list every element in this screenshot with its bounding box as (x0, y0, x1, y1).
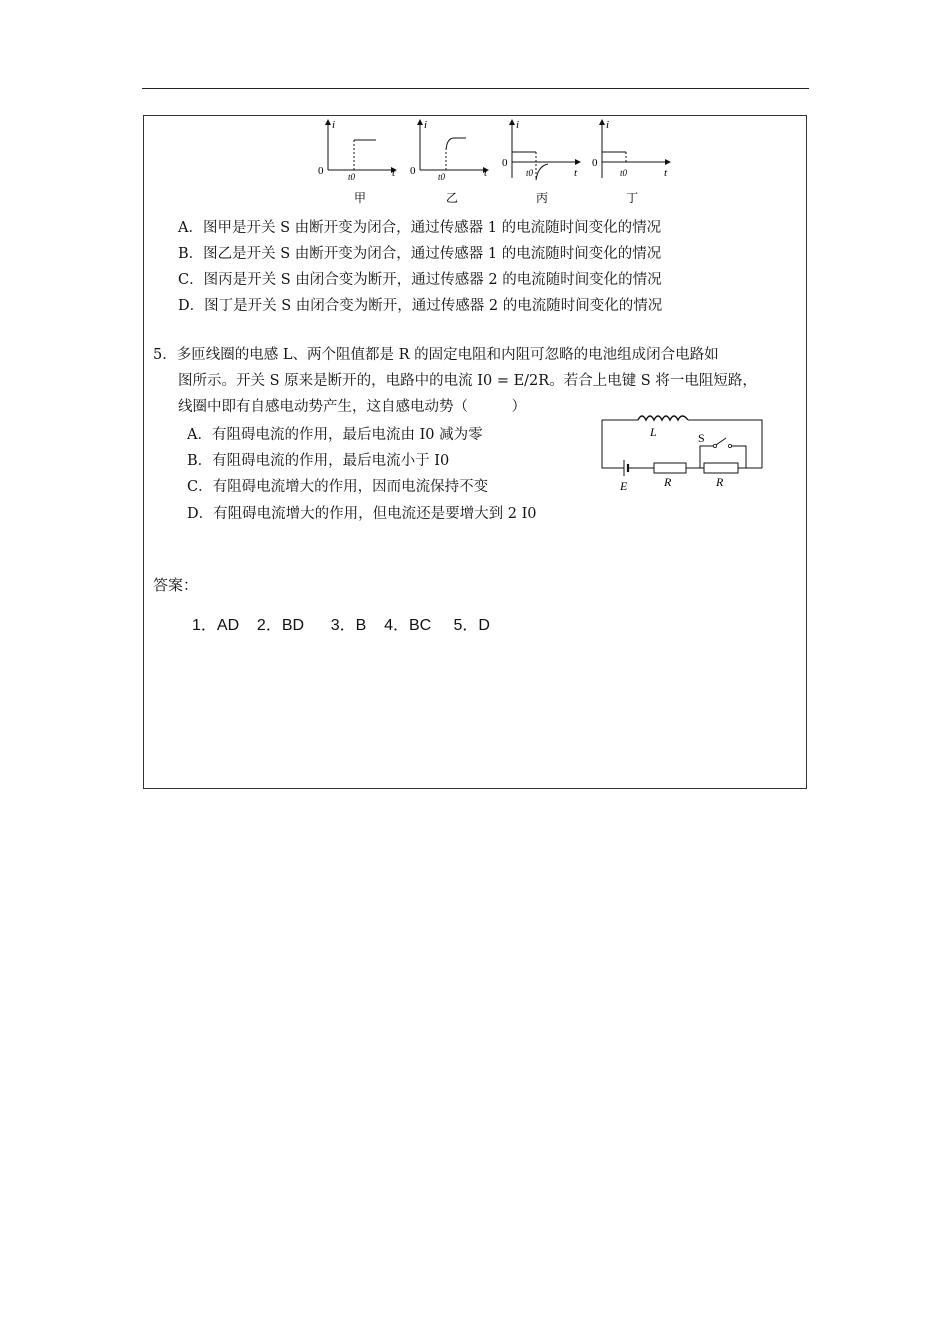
switch-label: S (698, 431, 705, 445)
resistor-1 (654, 463, 686, 473)
q4-option-c: C．图丙是开关 S 由闭合变为断开，通过传感器 2 的电流随时间变化的情况 (178, 272, 662, 288)
graph-jia (318, 119, 396, 205)
q5-stem-line-1: 5．多匝线圈的电感 L、两个阻值都是 R 的固定电阻和内阻可忽略的电池组成闭合电路如 (153, 347, 719, 363)
resistor-2-label: R (716, 475, 724, 489)
axis-t-label: t (664, 167, 668, 179)
answer-2: 2．BD (256, 617, 305, 634)
answer-1: 1．AD (192, 617, 240, 634)
inductor-label: L (650, 425, 657, 439)
origin-label: 0 (502, 157, 508, 169)
t0-label: t0 (620, 168, 628, 178)
graph-label-ding: 丁 (626, 191, 639, 205)
t0-label: t0 (438, 172, 446, 182)
q5-option-c: C．有阻碍电流增大的作用，因而电流保持不变 (187, 479, 489, 495)
axis-i-label: i (516, 119, 520, 131)
q4-option-a: A．图甲是开关 S 由断开变为闭合，通过传感器 1 的电流随时间变化的情况 (178, 220, 662, 236)
resistor-1-label: R (664, 475, 672, 489)
q5-option-b: B．有阻碍电流的作用，最后电流小于 I0 (187, 453, 450, 469)
axis-i-label: i (424, 119, 428, 131)
graph-ding (592, 119, 668, 205)
circuit-diagram (596, 406, 768, 494)
q5-stem-line-3: 线圈中即有自感电动势产生，这自感电动势（ ） (178, 399, 526, 415)
origin-label: 0 (410, 165, 416, 177)
graph-label-yi: 乙 (446, 191, 459, 205)
q4-option-b: B．图乙是开关 S 由断开变为闭合，通过传感器 1 的电流随时间变化的情况 (178, 246, 662, 262)
axis-t-label: t (392, 167, 396, 179)
axis-t-label: t (484, 167, 488, 179)
graph-label-jia: 甲 (354, 191, 367, 205)
origin-label: 0 (318, 165, 324, 177)
answer-4: 4．BC (384, 617, 432, 634)
graph-bing (502, 119, 578, 205)
answer-3: 3．B (330, 617, 367, 634)
t0-label: t0 (526, 168, 534, 178)
q4-option-d: D．图丁是开关 S 由闭合变为断开，通过传感器 2 的电流随时间变化的情况 (178, 298, 663, 314)
answers-label: 答案： (153, 576, 199, 594)
q5-stem-line-2: 图所示。开关 S 原来是断开的，电路中的电流 I0 = E/2R。若合上电键 S 将一电阻短路， (178, 373, 757, 389)
axis-t-label: t (574, 167, 578, 179)
battery-label: E (620, 479, 628, 493)
q5-option-d: D．有阻碍电流增大的作用，但电流还是要增大到 2 I0 (187, 506, 537, 522)
answer-5: 5．D (453, 617, 490, 634)
axis-i-label: i (606, 119, 610, 131)
origin-label: 0 (592, 157, 598, 169)
switch-blade (716, 438, 726, 445)
answers-row (192, 612, 490, 635)
header-rule (142, 88, 809, 89)
resistor-2 (704, 463, 738, 473)
graph-yi (410, 119, 488, 205)
axis-i-label: i (332, 119, 336, 131)
inductor-coil (638, 416, 688, 420)
t0-label: t0 (348, 172, 356, 182)
q5-option-a: A．有阻碍电流的作用，最后电流由 I0 减为零 (187, 427, 483, 443)
graph-label-bing: 丙 (536, 191, 549, 205)
current-time-graphs (312, 118, 672, 210)
